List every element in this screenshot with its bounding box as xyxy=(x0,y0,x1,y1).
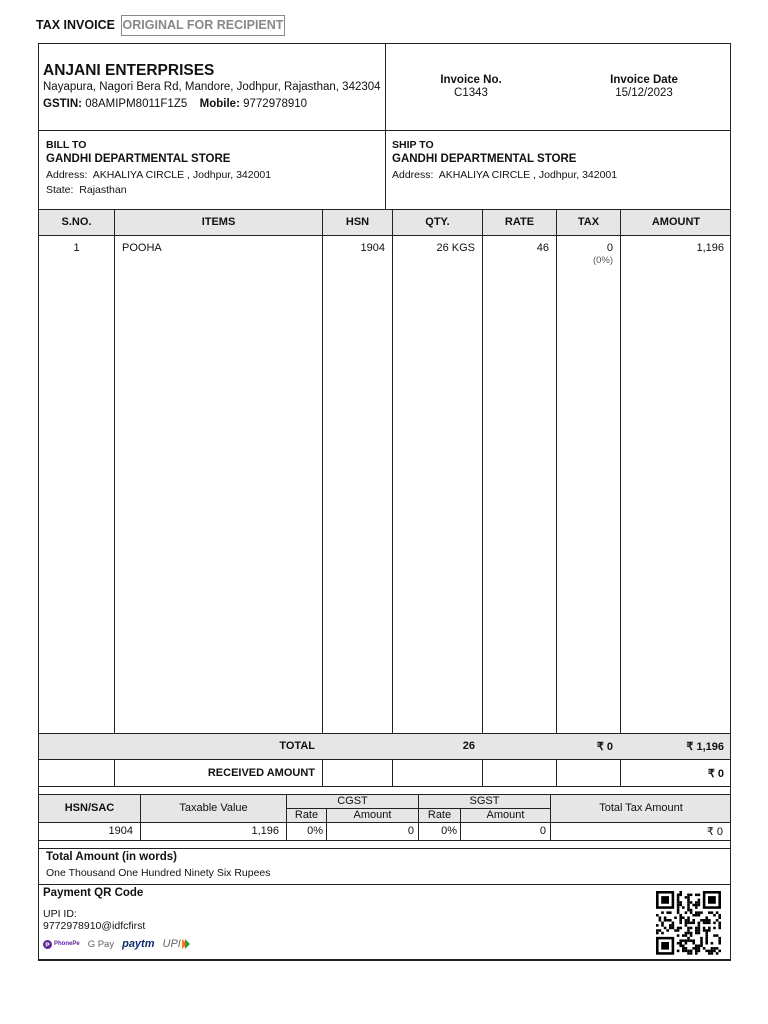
tax-col-total: Total Tax Amount xyxy=(599,802,683,814)
row-amount: 1,196 xyxy=(696,242,724,254)
mobile-value: 9772978910 xyxy=(243,98,308,110)
invoice-date-label: Invoice Date xyxy=(610,74,678,86)
total-label: TOTAL xyxy=(279,740,315,752)
paytm-icon: paytm xyxy=(122,938,155,950)
upi-id: 9772978910@idfcfirst xyxy=(43,920,146,932)
seller-name: ANJANI ENTERPRISES xyxy=(43,62,215,79)
upi-icon: UPI xyxy=(163,938,190,950)
ship-to-name: GANDHI DEPARTMENTAL STORE xyxy=(392,153,577,165)
gstin-value: 08AMIPM8011F1Z5 xyxy=(85,98,188,110)
document-title: TAX INVOICE xyxy=(36,18,115,32)
col-hsn: HSN xyxy=(345,216,370,228)
tax-row-cgst-amount: 0 xyxy=(407,825,414,837)
row-item: POOHA xyxy=(122,242,162,254)
tax-col-cgst-rate: Rate xyxy=(294,809,319,821)
row-qty: 26 KGS xyxy=(436,242,475,254)
tax-row-hsn: 1904 xyxy=(108,825,133,837)
tax-row-total: ₹ 0 xyxy=(706,826,723,838)
bill-to-state: State: Rajasthan xyxy=(46,184,127,196)
tax-col-hsn: HSN/SAC xyxy=(64,802,115,814)
col-tax: TAX xyxy=(577,216,600,228)
mobile-label: Mobile: xyxy=(199,98,240,110)
upi-label: UPI ID: xyxy=(43,908,77,920)
tax-row-sgst-rate: 0% xyxy=(441,825,457,837)
tax-col-cgst-amount: Amount xyxy=(353,809,392,821)
words-value: One Thousand One Hundred Ninety Six Rupees xyxy=(46,867,271,879)
tax-col-sgst-rate: Rate xyxy=(427,809,452,821)
col-items: ITEMS xyxy=(201,216,236,228)
invoice-date-value: 15/12/2023 xyxy=(615,87,673,99)
received-amount: ₹ 0 xyxy=(707,768,724,780)
invoice-no-value: C1343 xyxy=(454,87,488,99)
invoice-no-label: Invoice No. xyxy=(440,74,502,86)
tax-col-sgst-amount: Amount xyxy=(486,809,525,821)
bill-to-name: GANDHI DEPARTMENTAL STORE xyxy=(46,153,231,165)
copy-badge: ORIGINAL FOR RECIPIENT xyxy=(121,15,285,36)
tax-row-sgst-amount: 0 xyxy=(539,825,546,837)
total-amount: ₹ 1,196 xyxy=(686,741,724,753)
received-label: RECEIVED AMOUNT xyxy=(207,767,315,779)
payment-label: Payment QR Code xyxy=(43,887,144,899)
row-sno: 1 xyxy=(73,242,80,254)
col-qty: QTY. xyxy=(425,216,450,228)
tax-row-cgst-rate: 0% xyxy=(307,825,323,837)
tax-col-sgst: SGST xyxy=(469,795,500,807)
col-sno: S.NO. xyxy=(61,216,92,228)
row-hsn: 1904 xyxy=(360,242,385,254)
ship-to-address: Address: AKHALIYA CIRCLE , Jodhpur, 342001 xyxy=(392,169,618,181)
payment-qr-code xyxy=(656,891,724,955)
bill-to-address: Address: AKHALIYA CIRCLE , Jodhpur, 342001 xyxy=(46,169,272,181)
seller-address: Nayapura, Nagori Bera Rd, Mandore, Jodhpur, Rajasthan, 342304 xyxy=(43,81,381,93)
svg-text:₱: ₱ xyxy=(45,941,50,949)
ship-to-label: SHIP TO xyxy=(392,139,434,151)
row-rate: 46 xyxy=(536,242,549,254)
col-rate: RATE xyxy=(504,216,535,228)
total-tax: ₹ 0 xyxy=(596,741,613,753)
col-amount: AMOUNT xyxy=(651,216,701,228)
total-qty: 26 xyxy=(462,740,475,752)
row-tax-pct: (0%) xyxy=(592,255,613,266)
bill-to-label: BILL TO xyxy=(46,139,87,151)
row-tax: 0 xyxy=(606,242,613,254)
tax-col-taxable: Taxable Value xyxy=(179,802,248,814)
gstin-label: GSTIN: xyxy=(43,98,82,110)
tax-col-cgst: CGST xyxy=(337,795,368,807)
gpay-icon: G Pay xyxy=(87,938,115,950)
phonepe-icon: ₱ PhonePe xyxy=(43,940,80,949)
payment-apps xyxy=(43,937,190,951)
words-label: Total Amount (in words) xyxy=(46,851,177,863)
seller-gstin-mobile xyxy=(43,98,307,110)
tax-row-taxable: 1,196 xyxy=(251,825,279,837)
